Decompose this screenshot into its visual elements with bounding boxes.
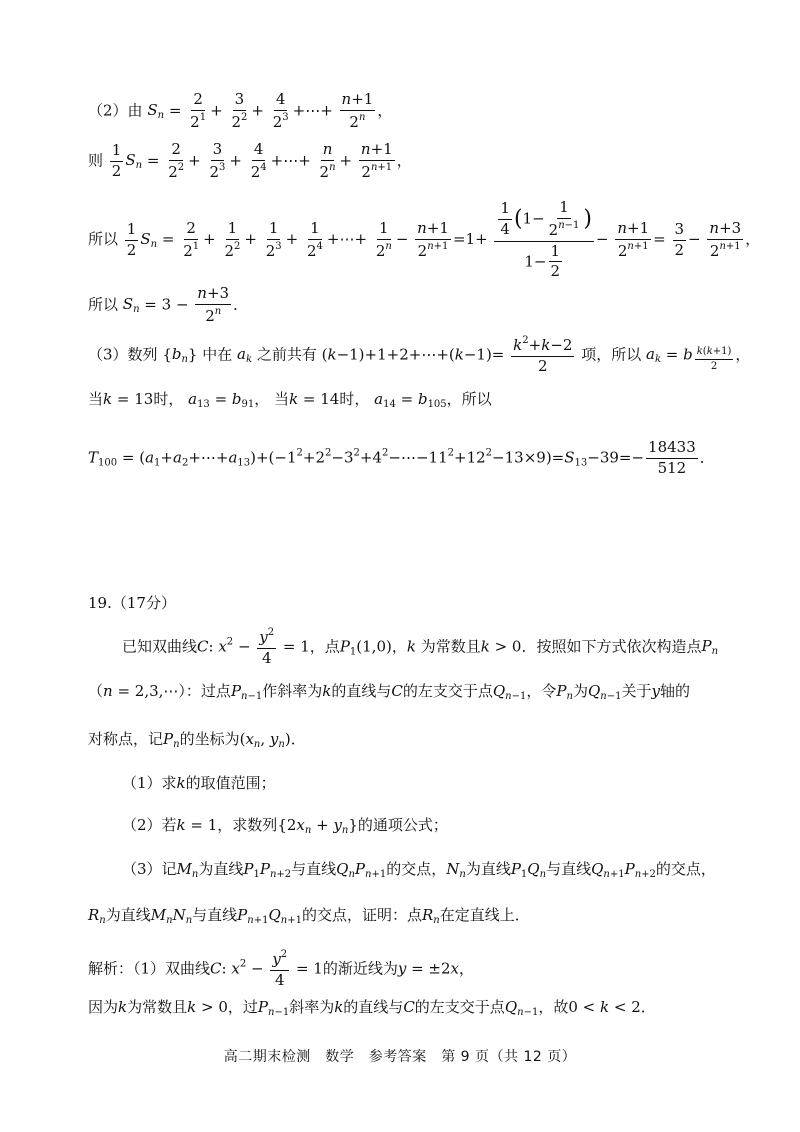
part3-when-1: 当 [88, 390, 104, 408]
q19-sub3b-b: 与直线 [192, 906, 238, 924]
q19-stem1-b: ，点 [309, 637, 340, 656]
part3-line-2: 当k = 13时， $a_{13} = b_{91}$， 当k = 14时， $a_{14} = b_{105}$，所以 [88, 390, 492, 410]
q19-stem2-g: 关于 [621, 682, 652, 700]
q19-sub2-tail: 的通项公式； [357, 816, 448, 834]
q19-sub3-g: 的交点， [655, 860, 716, 878]
solution-l2-c: ，过 [227, 998, 258, 1016]
q19-sub3-d: 的交点， [386, 860, 447, 878]
solution-label: 解析：（1）双曲线 [88, 959, 211, 978]
part3-when-tail-2: 时， [339, 390, 370, 408]
part3-before: 之前共有 [256, 345, 317, 364]
solution-l2-b: 为常数且 [127, 998, 188, 1016]
q19-stem-2: （n = 2,3,⋯）：过点$P_{n-1}$作斜率为k的直线与C的左支交于点$Q_{n-1}$，令$P_n$为$Q_{n-1}$关于y轴的 [88, 682, 690, 702]
q19-title: 19.（17分） [88, 594, 176, 612]
part3-line-1: （3）数列 $\{b_n\}$ 中在 $a_k$ 之前共有 (k−1)+1+2+⋯+(k−1)= $\frac{k^2+k-2}{2}$ 项，所以 $a_k = b$ $_{\frac{k(k+1)}{2}}$ ， [88, 335, 751, 375]
q19-stem1-c: 为常数且 [420, 637, 481, 656]
part3-line-3: $T_{100}$ = $(a_1+a_2+\cdots+a_{13})+(-1^2+2^2-3^2+4^2-\cdots-11^2+12^2-13\times 9)=S_{13}-39=-$ $\frac{18433}{512}$ ． [88, 438, 715, 477]
q19-stem1-a: 已知双曲线 [122, 637, 198, 656]
part2-line-4: 所以 $S_n = 3$ − $\frac{n+3}{2^n}$ ． [88, 284, 249, 325]
q19-stem2-e: ，令 [526, 682, 557, 700]
q19-sub-3: （3）记$M_n$为直线$P_1P_{n+2}$与直线$Q_nP_{n+1}$的交点，$N_n$为直线$P_1Q_n$与直线$Q_{n+1}P_{n+2}$的交点， [122, 860, 716, 880]
q19-sub3b-d: 在定直线上． [439, 906, 530, 924]
page-footer: 高二期末检测 数学 参考答案 第 9 页（共 12 页） [223, 1049, 577, 1065]
q19-stem3-a: 对称点，记 [88, 730, 164, 748]
part2-line-2: 则 $\frac{1}{2}$ $S_n$ = $\frac{2}{2^2}$ + $\frac{3}{2^3}$ + $\frac{4}{2^4}$ +⋯+ $\frac{n}{2^n}$ + $\frac{n+1}{2^{n+1}}$ ， [88, 140, 412, 181]
part3-comma: ， [254, 390, 270, 408]
q19-sub3-f: 与直线 [546, 860, 592, 878]
q19-sub3b-a: 为直线 [105, 906, 151, 924]
q19-sub-2: （2）若k = 1，求数列$\{2x_n + y_n\}$的通项公式； [122, 816, 448, 836]
part3-when-2: 当 [274, 390, 290, 408]
solution-l2-f: 的左支交于点 [414, 998, 505, 1016]
q19-stem2-d: 的左支交于点 [402, 682, 493, 700]
part3-in: 中在 [202, 345, 233, 364]
part2-then: 则 [88, 151, 104, 170]
q19-stem3-b: 的坐标为 [179, 730, 240, 748]
q19-sub-3b: $R_n$为直线$M_nN_n$与直线$P_{n+1}Q_{n+1}$的交点，证明：点$R_n$在定直线上． [88, 906, 530, 926]
q19-sub3-c: 与直线 [291, 860, 337, 878]
solution-line-2: 因为k为常数且k > 0，过$P_{n-1}$斜率为k的直线与C的左支交于点$Q_{n-1}$，故0 < k < 2． [88, 998, 656, 1018]
q19-stem2-a: ：过点 [185, 682, 231, 700]
part2-label: （2）由 [88, 101, 143, 120]
solution-l2-d: 斜率为 [289, 998, 335, 1016]
q19-sub3-b: 为直线 [198, 860, 244, 878]
q19-sub2-text: ，求数列 [217, 816, 278, 834]
solution-l2-e: 的直线与 [343, 998, 404, 1016]
q19-sub3-a: （3）记 [122, 860, 177, 878]
q19-sub3-e: 为直线 [465, 860, 511, 878]
q19-stem2-c: 的直线与 [331, 682, 392, 700]
q19-sub3b-c: 的交点，证明：点 [301, 906, 422, 924]
solution-line-1: 解析：（1）双曲线C: $x^2$ − $\frac{y^2}{4}$ = 1的渐近线为y = ±2x， [88, 949, 475, 989]
q19-stem2-b: 作斜率为 [262, 682, 323, 700]
q19-stem-3: 对称点，记$P_n$的坐标为($x_n$, $y_n$)． [88, 730, 306, 750]
part3-label: （3）数列 [88, 345, 158, 364]
part2-line-3: 所以 $\frac{1}{2}$ $S_n$ = $\frac{2}{2^1}$ + $\frac{1}{2^2}$ + $\frac{1}{2^3}$ + $\frac{1}{2^4}$ +⋯+ $\frac{1}{2^n}$ − $\frac{n+1}{2^{n+1}}$ =1+ $\frac{1}{4}$ (1− $\frac{1}{2^{n-1}}$ ) 1− $\frac{1}{2}$ − $\frac{n+1}{2^{n+1}}$ = $\frac{3}{2}$ − $\frac{n+3}{2^{n+1}}$ ， [88, 198, 761, 281]
q19-sub1-text: 的取值范围； [185, 774, 276, 792]
q19-stem1-d: ．按照如下方式依次构造点 [521, 637, 702, 656]
q19-sub1-label: （1）求 [122, 774, 177, 792]
q19-stem2-f: 为 [572, 682, 588, 700]
q19-stem-1: 已知双曲线C: $x^2$ − $\frac{y^2}{4}$ = 1，点$P_1(1,0)$，k 为常数且k > 0．按照如下方式依次构造点$P_n$ [122, 627, 719, 667]
solution-l2-g: ，故 [538, 998, 569, 1016]
q19-stem2-h: 轴的 [659, 682, 690, 700]
part2-so: 所以 [88, 295, 119, 314]
part3-items: 项，所以 [581, 345, 642, 364]
part2-line-1: （2）由 $S_n$ = $\frac{2}{2^1}$ + $\frac{3}{2^2}$ + $\frac{4}{2^3}$ +⋯+ $\frac{n+1}{2^n}$ ， [88, 90, 393, 131]
part2-conclusion: 所以 [88, 230, 119, 248]
solution-l2-a: 因为 [88, 998, 119, 1016]
q19-sub2-label: （2）若 [122, 816, 177, 834]
solution-asym: 的渐近线为 [322, 959, 398, 978]
part3-so: ，所以 [446, 390, 492, 408]
q19-sub-1: （1）求k的取值范围； [122, 774, 276, 792]
part3-when-tail-1: 时， [153, 390, 184, 408]
